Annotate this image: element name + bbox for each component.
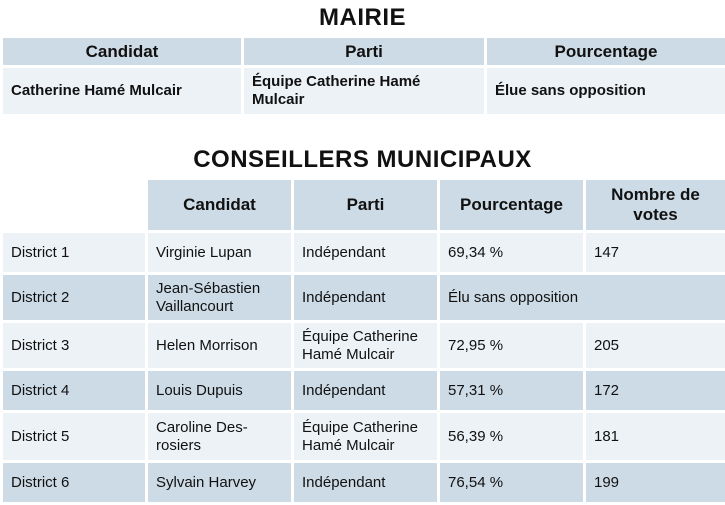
mairie-title: MAIRIE bbox=[319, 4, 406, 31]
table-row-votes: 172 bbox=[586, 371, 725, 410]
table-row-candidat: Helen Morrison bbox=[148, 323, 291, 368]
table-row-votes: 147 bbox=[586, 233, 725, 272]
table-row-candidat: Caroline Des-rosiers bbox=[148, 413, 291, 460]
table-row-parti: Indépendant bbox=[294, 233, 437, 272]
table-row-parti: Indépendant bbox=[294, 275, 437, 320]
table-row-votes: 205 bbox=[586, 323, 725, 368]
conseillers-title: CONSEILLERS MUNICIPAUX bbox=[193, 146, 532, 173]
table-row-parti: Équipe Catherine Hamé Mulcair bbox=[294, 323, 437, 368]
mairie-candidat: Catherine Hamé Mulcair bbox=[3, 68, 241, 114]
header-candidat: Candidat bbox=[148, 180, 291, 230]
table-row-parti: Indépendant bbox=[294, 371, 437, 410]
table-row-district: District 6 bbox=[3, 463, 145, 502]
table-row-pourcentage: 72,95 % bbox=[440, 323, 583, 368]
table-row-candidat: Louis Dupuis bbox=[148, 371, 291, 410]
table-row-pourcentage: 57,31 % bbox=[440, 371, 583, 410]
header-pourcentage: Pourcentage bbox=[440, 180, 583, 230]
header-votes: Nombre de votes bbox=[586, 180, 725, 230]
table-row-pourcentage: Élu sans opposition bbox=[440, 275, 725, 320]
table-row-parti: Indépendant bbox=[294, 463, 437, 502]
table-row-district: District 3 bbox=[3, 323, 145, 368]
table-row-district: District 5 bbox=[3, 413, 145, 460]
table-row-pourcentage: 69,34 % bbox=[440, 233, 583, 272]
table-row-candidat: Sylvain Harvey bbox=[148, 463, 291, 502]
table-row-district: District 1 bbox=[3, 233, 145, 272]
header-parti: Parti bbox=[294, 180, 437, 230]
table-row-parti: Équipe Catherine Hamé Mulcair bbox=[294, 413, 437, 460]
table-row-candidat: Virginie Lupan bbox=[148, 233, 291, 272]
table-row-votes: 199 bbox=[586, 463, 725, 502]
mairie-header-parti: Parti bbox=[244, 38, 484, 65]
mairie-parti: Équipe Catherine Hamé Mulcair bbox=[244, 68, 484, 114]
mairie-pourcentage: Élue sans opposition bbox=[487, 68, 725, 114]
table-row-district: District 2 bbox=[3, 275, 145, 320]
table-row-pourcentage: 76,54 % bbox=[440, 463, 583, 502]
mairie-header-candidat: Candidat bbox=[3, 38, 241, 65]
table-row-pourcentage: 56,39 % bbox=[440, 413, 583, 460]
mairie-header-pourcentage: Pourcentage bbox=[487, 38, 725, 65]
table-row-votes: 181 bbox=[586, 413, 725, 460]
table-row-district: District 4 bbox=[3, 371, 145, 410]
table-row-candidat: Jean-Sébastien Vaillancourt bbox=[148, 275, 291, 320]
